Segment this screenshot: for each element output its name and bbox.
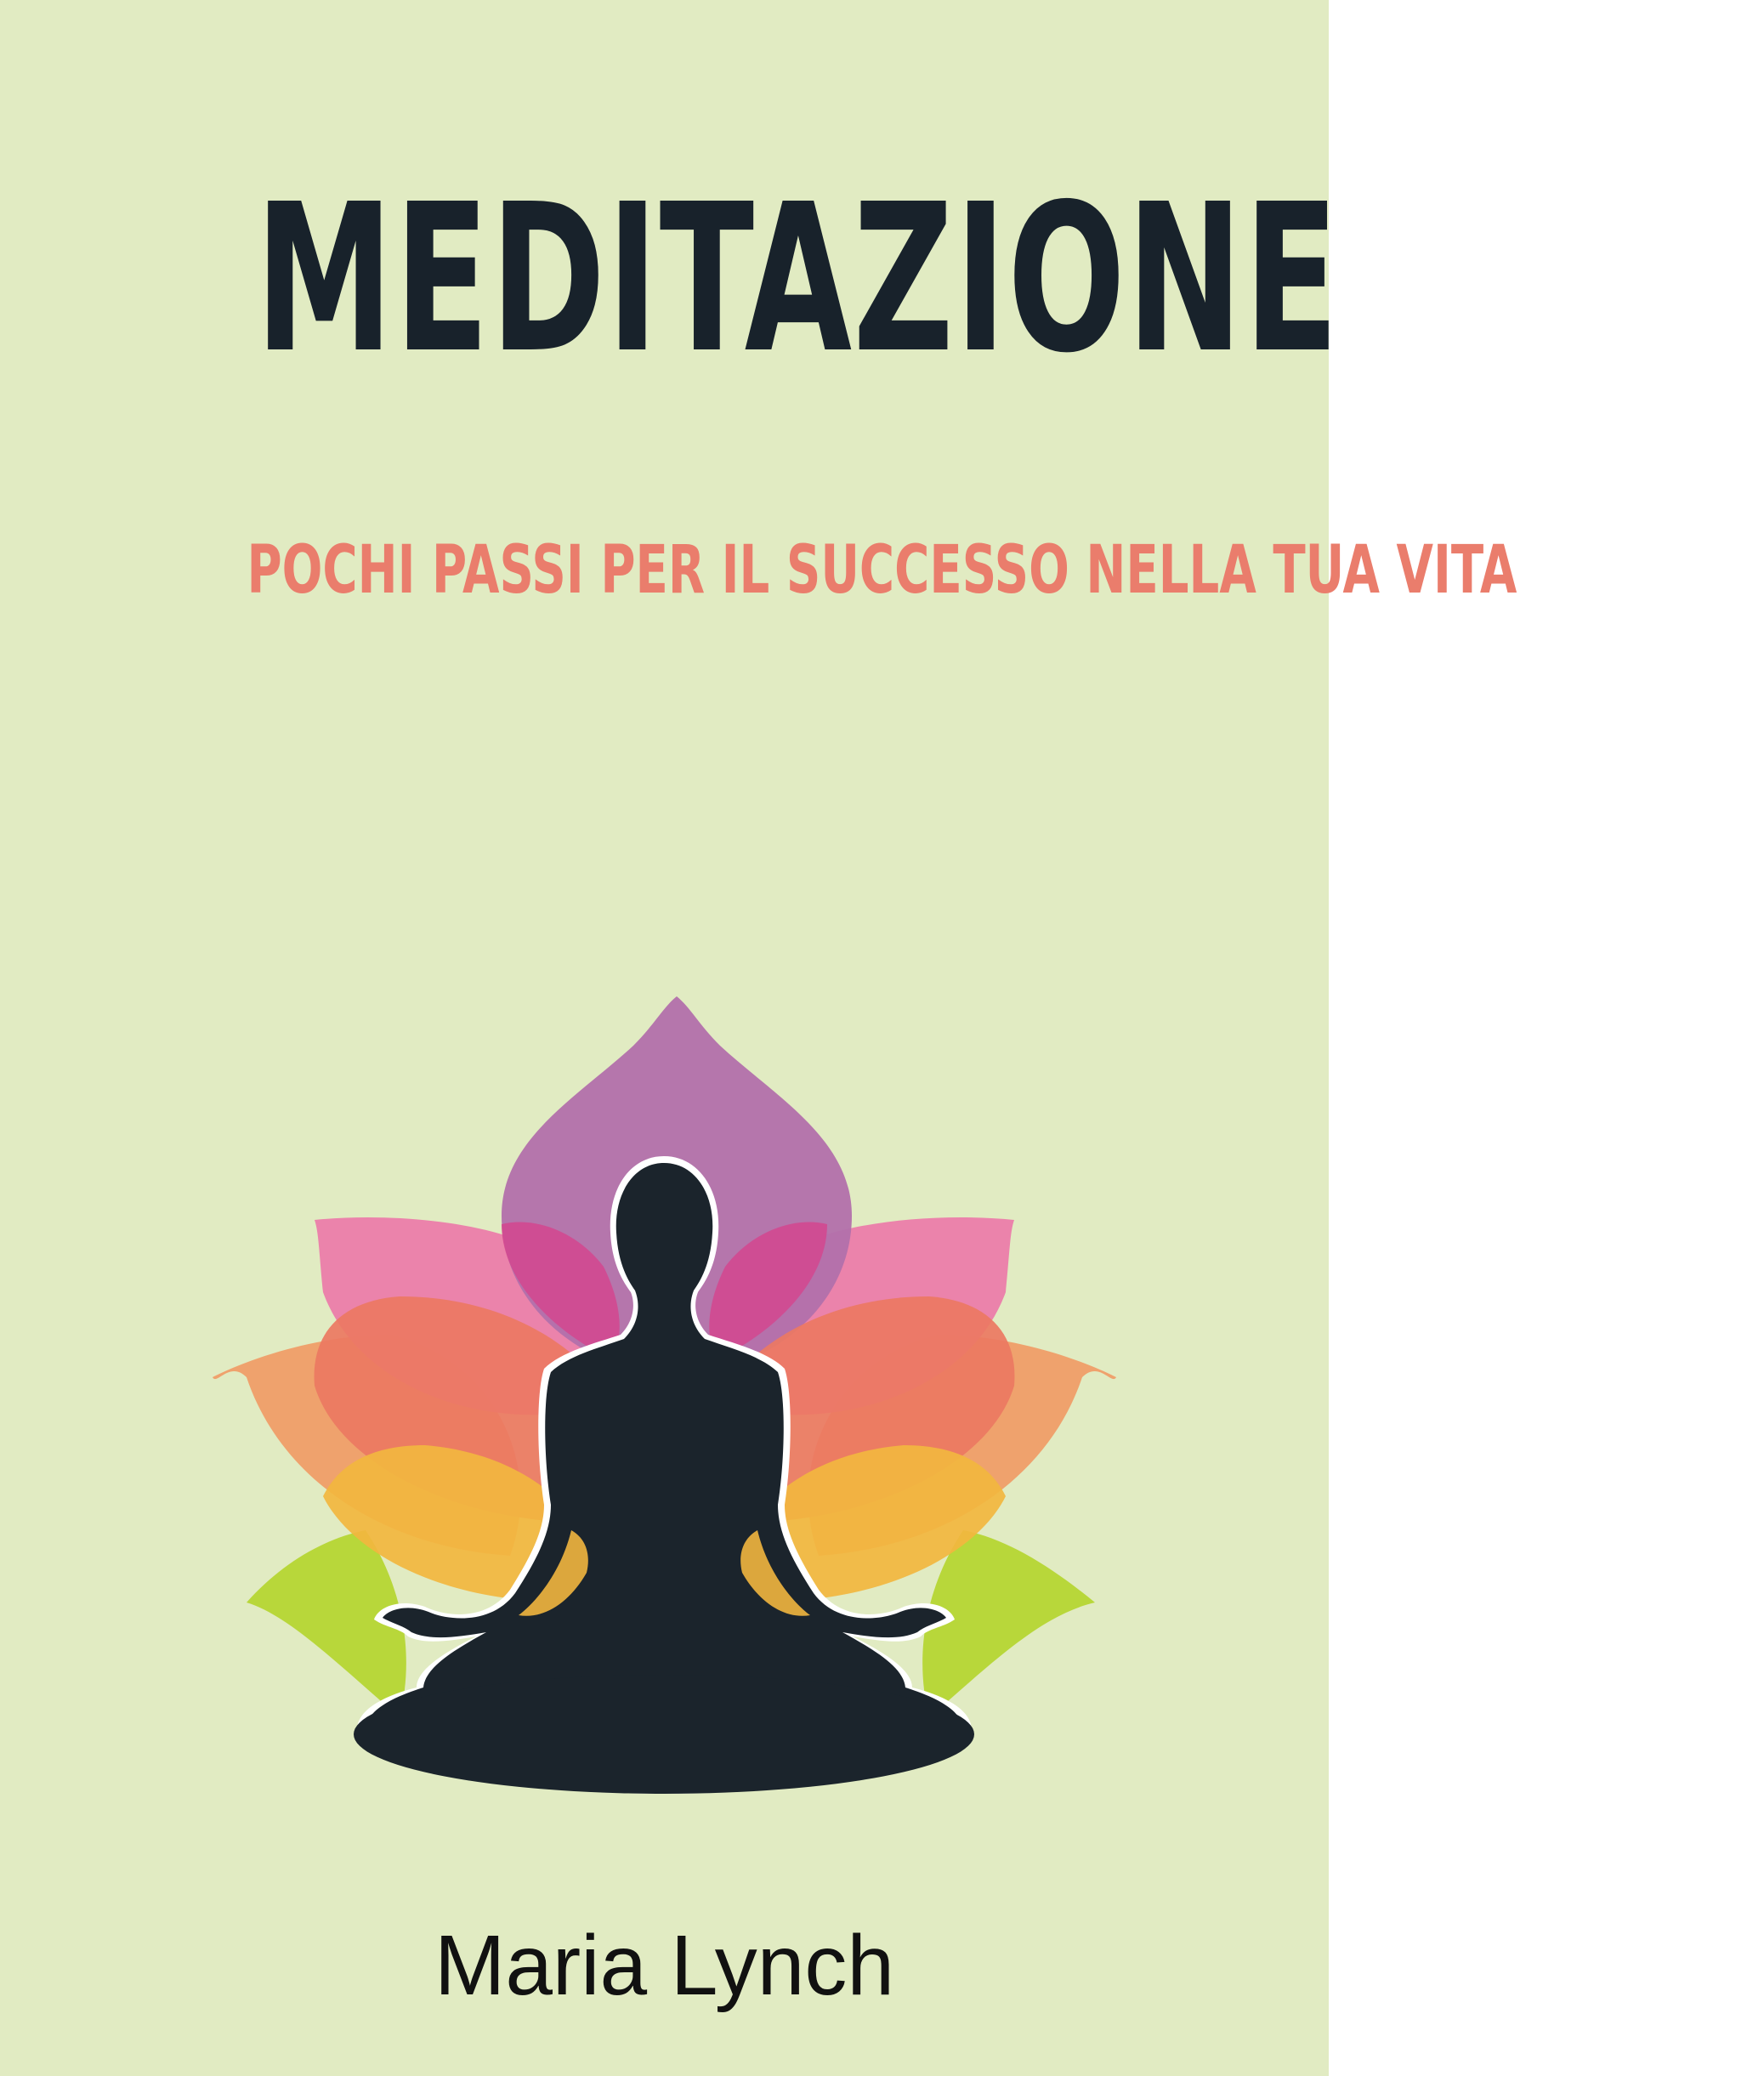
book-title: MEDITAZIONE xyxy=(255,160,1341,398)
lotus-petal-green-right xyxy=(922,1530,1095,1717)
book-author: Maria Lynch xyxy=(434,1918,894,2013)
book-subtitle: POCHI PASSI PER IL SUCCESSO NELLA TUA VITA xyxy=(247,532,1517,609)
meditation-cushion xyxy=(354,1675,974,1794)
